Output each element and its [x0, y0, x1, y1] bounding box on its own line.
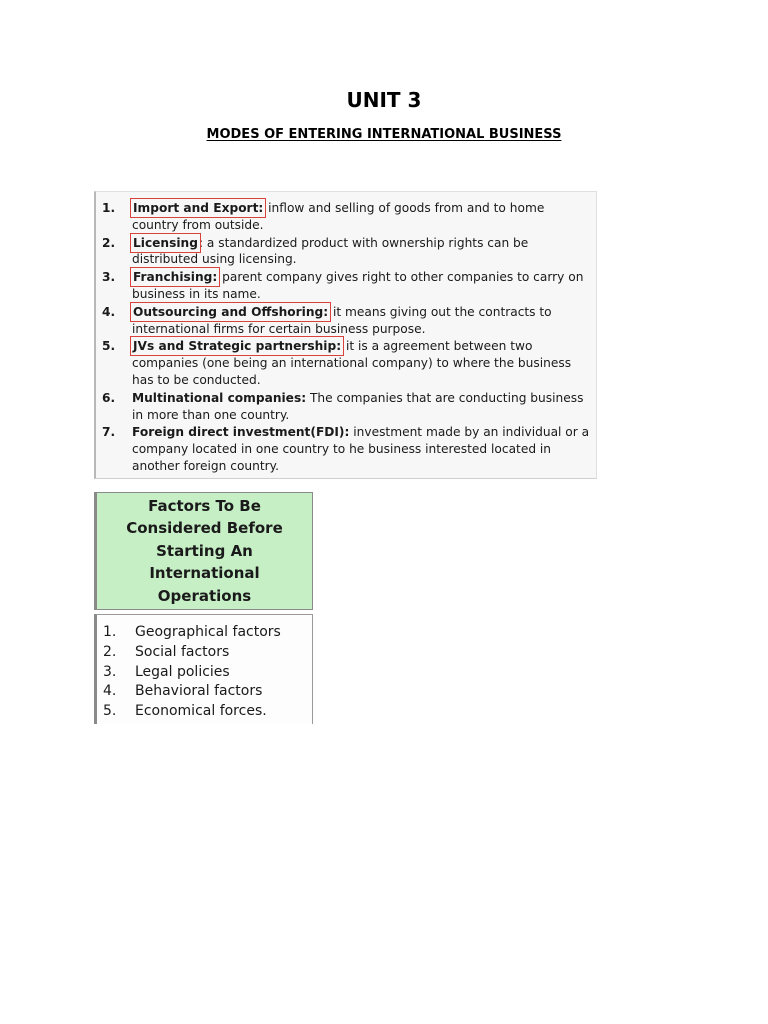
modes-list-panel: [94, 191, 597, 479]
mode-term: Franchising:: [133, 270, 218, 285]
mode-description: it means giving out the contracts to international firms for certain business purpose.: [132, 304, 552, 336]
mode-item-jvs: [102, 338, 594, 388]
mode-number: 3.: [102, 270, 116, 285]
factor-item: [103, 682, 281, 702]
mode-item-multinational: [102, 390, 594, 424]
factor-item: [103, 663, 281, 683]
mode-description: parent company gives right to other companies to carry on business in its name.: [132, 270, 584, 301]
mode-number: 1.: [102, 201, 116, 215]
mode-term: Import and Export:: [133, 201, 264, 215]
factor-number: 1.: [103, 624, 117, 640]
mode-description: investment made by an individual or a company located in one country to he business interested located in another foreign country.: [132, 425, 590, 473]
factor-label: Behavioral factors: [135, 683, 263, 700]
mode-item-outsourcing: [102, 304, 594, 338]
factors-list: [103, 623, 281, 722]
factors-header-box: [94, 492, 313, 610]
mode-term: Foreign direct investment(FDI):: [132, 425, 350, 440]
mode-term: Multinational companies:: [132, 390, 307, 405]
modes-list: [102, 200, 594, 476]
mode-number: 4.: [102, 304, 116, 319]
factors-heading: Factors To Be Considered Before Starting An International Operations: [126, 496, 283, 605]
factor-item: [103, 623, 281, 643]
factor-label: Legal policies: [135, 663, 230, 680]
mode-number: 5.: [102, 339, 116, 354]
mode-description: The companies that are conducting business in more than one country.: [132, 390, 584, 422]
mode-item-franchising: [102, 269, 594, 303]
factor-number: 2.: [103, 643, 117, 660]
factor-label: Geographical factors: [135, 624, 281, 640]
page-title: UNIT 3: [346, 88, 422, 112]
factor-number: 3.: [103, 663, 117, 680]
mode-item-licensing: [102, 235, 594, 269]
factor-number: 5.: [103, 703, 117, 720]
mode-number: 7.: [102, 425, 116, 440]
page-subtitle: [0, 127, 768, 142]
mode-number: 6.: [102, 390, 116, 405]
mode-number: 2.: [102, 235, 116, 250]
factor-item: [103, 702, 281, 722]
mode-term: JVs and Strategic partnership:: [133, 339, 342, 354]
mode-description: inflow and selling of goods from and to home country from outside.: [132, 201, 545, 232]
factors-list-panel: [94, 614, 313, 724]
mode-description: it is a agreement between two companies (one being an international company) to where the business has to be conducted.: [132, 339, 572, 387]
mode-description: : a standardized product with ownership rights can be distributed using licensing.: [132, 235, 529, 267]
mode-term: Outsourcing and Offshoring:: [133, 304, 329, 319]
factor-item: [103, 643, 281, 663]
mode-item-import-export: [102, 200, 594, 234]
mode-term: Licensing: [133, 235, 198, 250]
mode-item-fdi: [102, 424, 594, 474]
factor-label: Social factors: [135, 643, 230, 660]
subtitle-text: MODES OF ENTERING INTERNATIONAL BUSINESS: [206, 127, 562, 142]
factor-label: Economical forces.: [135, 703, 267, 720]
factor-number: 4.: [103, 683, 117, 700]
